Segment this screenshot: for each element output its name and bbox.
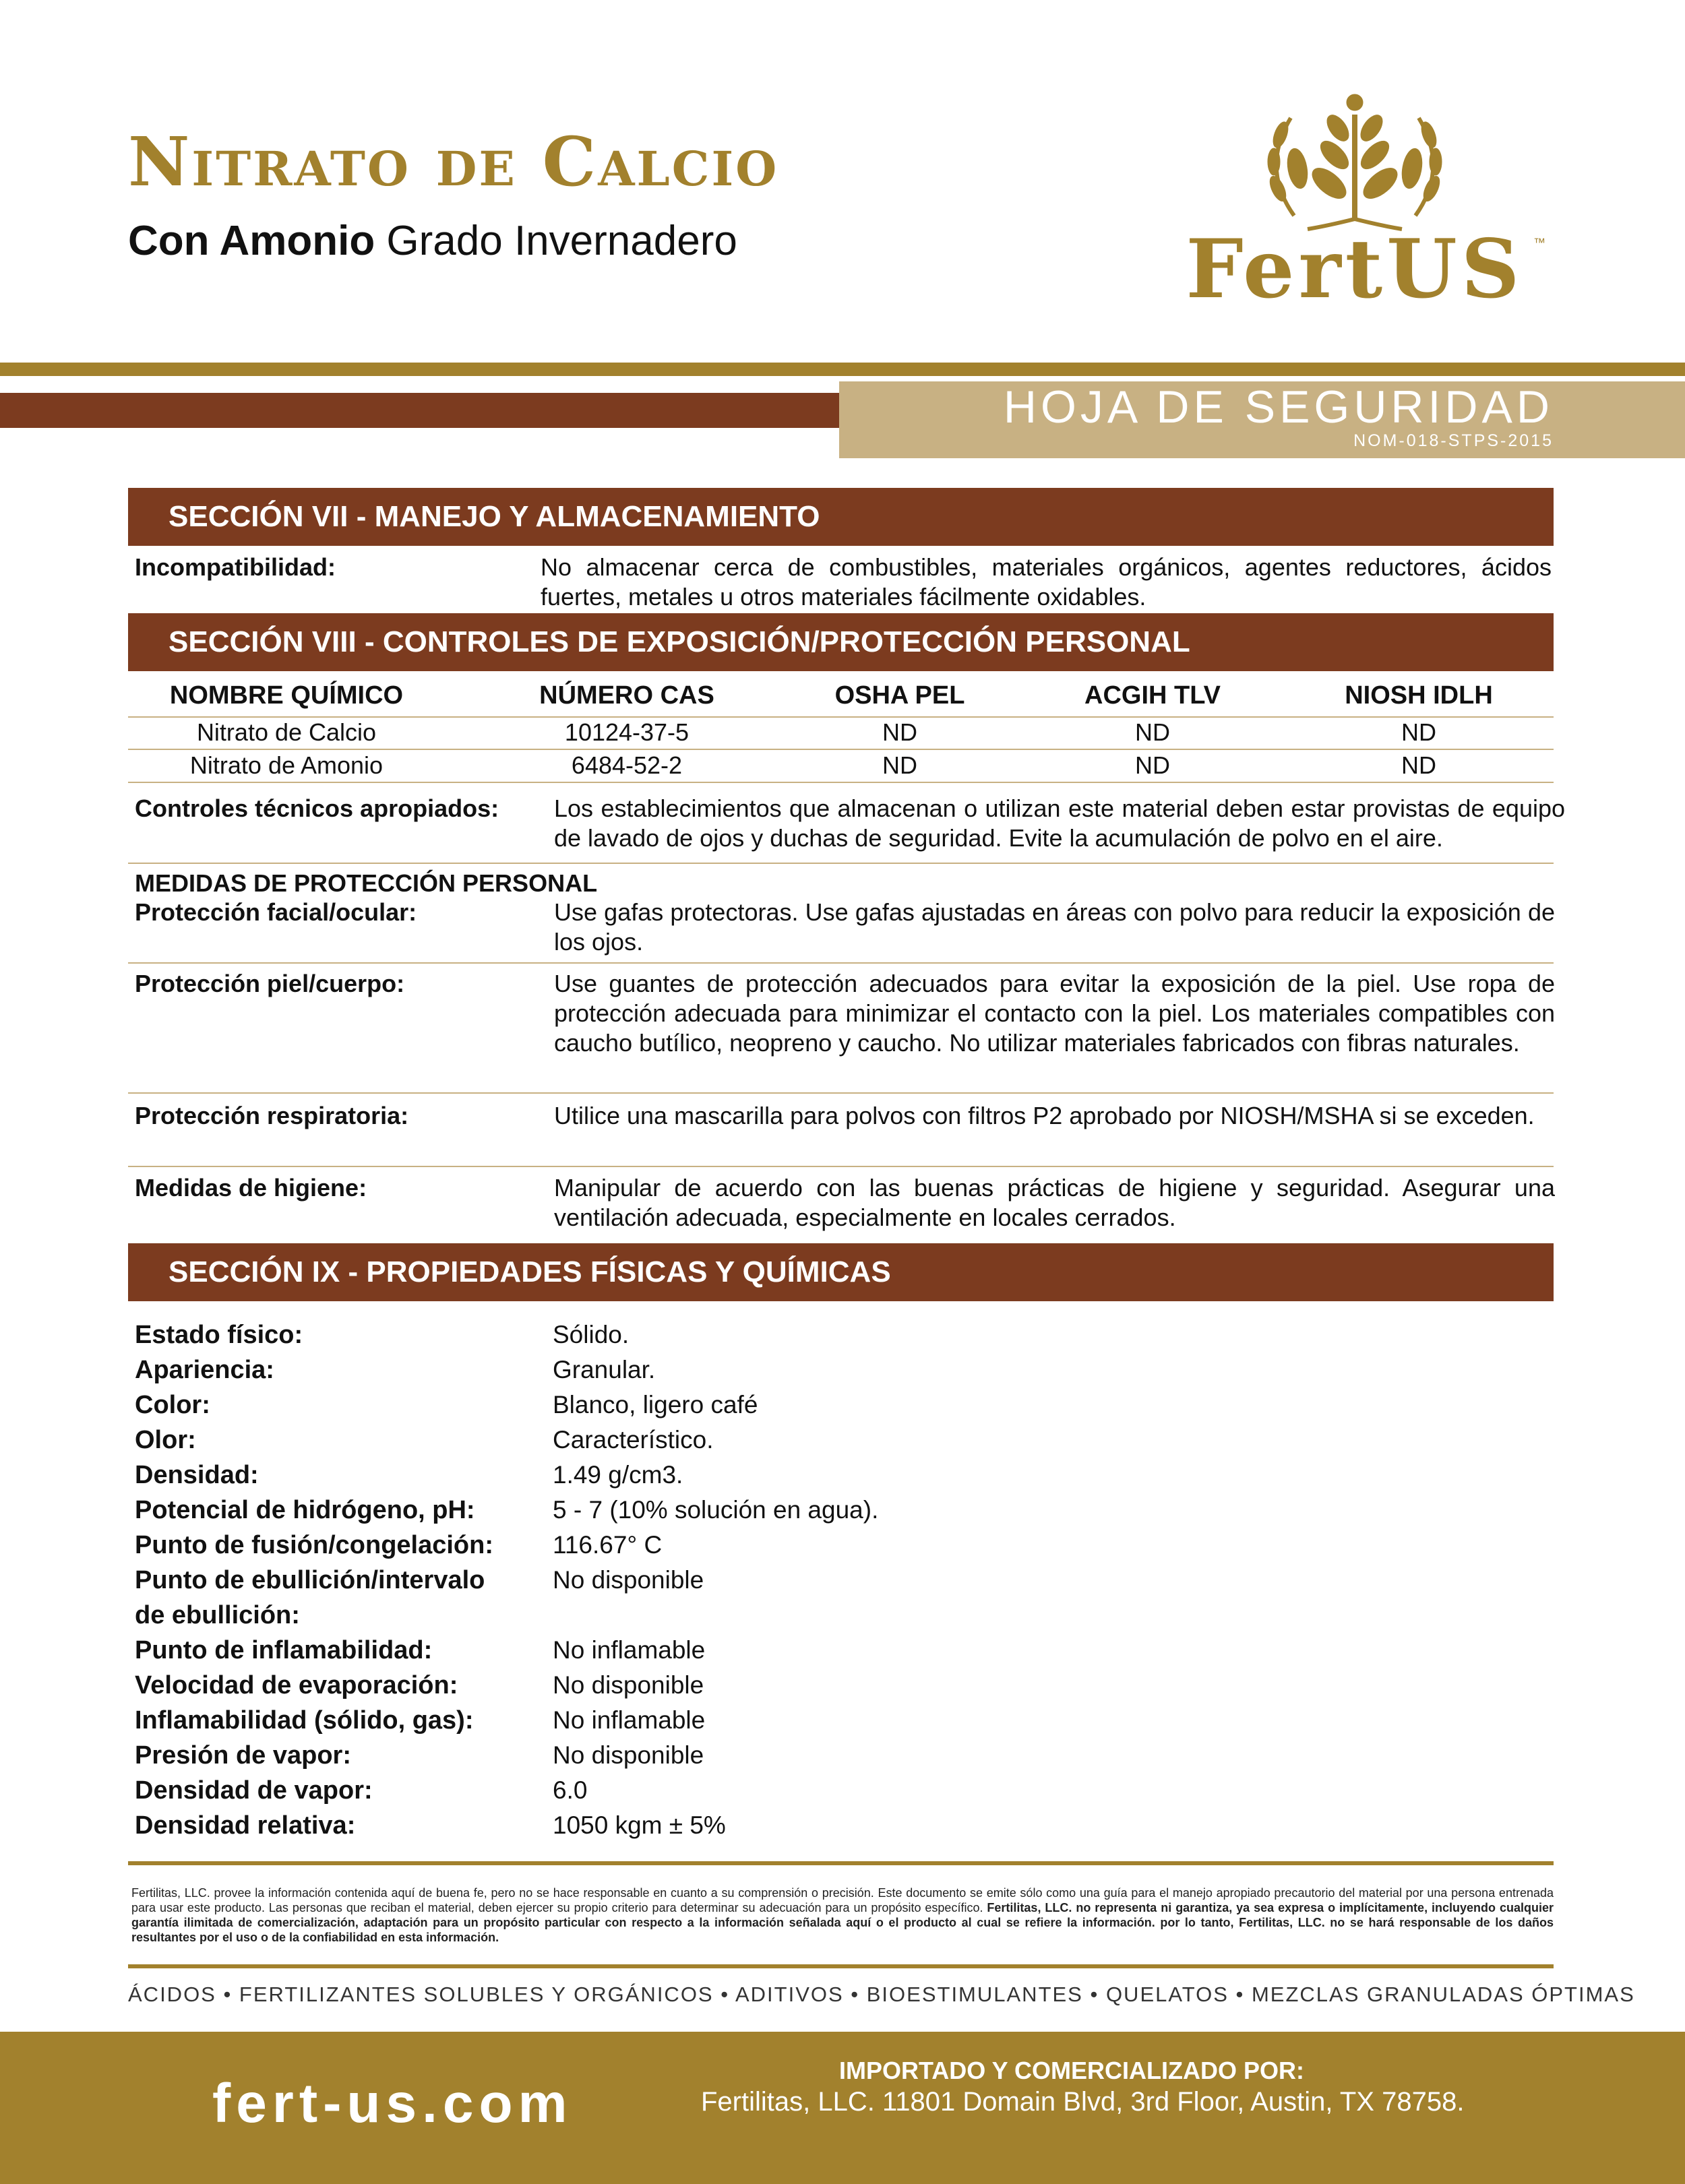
col-header-acgih: ACGIH TLV bbox=[1084, 681, 1221, 710]
ppe-label: Protección facial/ocular: bbox=[135, 898, 417, 926]
ppe-heading: MEDIDAS DE PROTECCIÓN PERSONAL bbox=[135, 869, 598, 897]
property-value: No inflamable bbox=[553, 1706, 706, 1734]
property-label: Velocidad de evaporación: bbox=[135, 1671, 458, 1699]
col-header-niosh: NIOSH IDLH bbox=[1345, 681, 1493, 710]
product-subtitle bbox=[128, 217, 737, 265]
property-label: Punto de fusión/congelación: bbox=[135, 1531, 493, 1559]
incompatibility-label: Incompatibilidad: bbox=[135, 553, 336, 581]
property-value: No disponible bbox=[553, 1671, 704, 1699]
section-divider bbox=[128, 1092, 1554, 1094]
importer-heading: IMPORTADO Y COMERCIALIZADO POR: bbox=[838, 2057, 1304, 2084]
ppe-text: Use gafas protectoras. Use gafas ajustadas en áreas con polvo para reducir la exposición de los ojos. bbox=[554, 898, 1555, 956]
property-label: Densidad relativa: bbox=[135, 1811, 356, 1840]
table-cell: ND bbox=[1401, 718, 1436, 746]
property-value: 116.67° C bbox=[553, 1531, 663, 1559]
ppe-label: Protección piel/cuerpo: bbox=[135, 970, 405, 997]
product-lines-tagline: ÁCIDOS • FERTILIZANTES SOLUBLES Y ORGÁNICOS • ADITIVOS • BIOESTIMULANTES • QUELATOS • MEZCLAS GRANULADAS ÓPTIMAS bbox=[128, 1983, 1635, 2006]
property-label: Estado físico: bbox=[135, 1321, 303, 1349]
property-value: No inflamable bbox=[553, 1636, 706, 1664]
header-gold-bar bbox=[0, 363, 1685, 376]
table-cell: ND bbox=[1401, 751, 1436, 779]
table-cell: ND bbox=[882, 718, 917, 746]
col-header-osha: OSHA PEL bbox=[834, 681, 965, 710]
importer-address: Fertilitas, LLC. 11801 Domain Blvd, 3rd Floor, Austin, TX 78758. bbox=[701, 2087, 1465, 2117]
property-label: Olor: bbox=[135, 1426, 196, 1454]
brand-name: FertUS bbox=[1186, 222, 1524, 317]
ppe-text: Manipular de acuerdo con las buenas prácticas de higiene y seguridad. Asegurar una ventilación adecuada, especialmente en locales cerrados. bbox=[554, 1174, 1555, 1231]
disclaimer bbox=[131, 1885, 1554, 1945]
property-value: Granular. bbox=[553, 1356, 656, 1383]
section-9-header: SECCIÓN IX - PROPIEDADES FÍSICAS Y QUÍMICAS bbox=[128, 1243, 1554, 1301]
col-header-chemical-name: NOMBRE QUÍMICO bbox=[169, 681, 404, 710]
product-title: Nitrato de Calcio bbox=[128, 122, 779, 201]
property-label: Apariencia: bbox=[135, 1356, 274, 1384]
ppe-text: Use guantes de protección adecuados para evitar la exposición de la piel. Use ropa de protección adecuada para minimizar el contacto con la piel. Los materiales compatibles con caucho butílico, neopreno y caucho. No utilizar materiales fabricados con fibras naturales. bbox=[554, 970, 1555, 1057]
incompatibility-text: No almacenar cerca de combustibles, materiales orgánicos, agentes reductores, ácidos fuertes, metales u otros materiales fácilmente oxidables. bbox=[541, 553, 1552, 611]
property-label: Color: bbox=[135, 1391, 210, 1419]
section-divider bbox=[128, 962, 1554, 964]
property-value: No disponible bbox=[553, 1566, 704, 1594]
table-cell: 6484-52-2 bbox=[571, 751, 683, 779]
website-link[interactable]: fert-us.com bbox=[212, 2073, 573, 2134]
ppe-label: Medidas de higiene: bbox=[135, 1174, 367, 1202]
property-value: 6.0 bbox=[553, 1776, 588, 1804]
property-value: 1.49 g/cm3. bbox=[553, 1461, 683, 1489]
disclaimer-bold: Fertilitas, LLC. no representa ni garantiza, ya sea expresa o implícitamente, incluyendo cualquier garantía ilimitada de comercialización, adaptación para un propósito particular con respecto a la información señalada aquí o el producto al cual se refiere la información. por lo tanto, Fertilitas, LLC. no se hará responsable de los daños resultantes por el uso o de la confiabilidad en esta información. bbox=[131, 1901, 1554, 1944]
table-divider bbox=[128, 782, 1554, 783]
table-cell: 10124-37-5 bbox=[564, 718, 690, 746]
property-value: Sólido. bbox=[553, 1321, 630, 1348]
property-value: 1050 kgm ± 5% bbox=[553, 1811, 726, 1839]
disclaimer-text: Fertilitas, LLC. provee la información contenida aquí de buena fe, pero no se hace responsable en cuanto a su comprensión o precisión. Este documento se emite sólo como una guía para el manejo apropiado precautorio del material por una persona entrenada para usar este producto. Las personas que reciban el material, deben ejercer su propio criterio para determinar su adecuación para un propósito específico. bbox=[131, 1886, 1554, 1914]
section-8-header: SECCIÓN VIII - CONTROLES DE EXPOSICIÓN/PROTECCIÓN PERSONAL bbox=[128, 613, 1554, 671]
engineering-controls-text: Los establecimientos que almacenan o utilizan este material deben estar provistas de equipo de lavado de ojos y duchas de seguridad. Evite la acumulación de polvo en el aire. bbox=[554, 794, 1565, 852]
engineering-controls-label: Controles técnicos apropiados: bbox=[135, 794, 499, 822]
col-header-cas: NÚMERO CAS bbox=[539, 681, 714, 710]
footer-rule-top bbox=[128, 1861, 1554, 1865]
section-7-header: SECCIÓN VII - MANEJO Y ALMACENAMIENTO bbox=[128, 488, 1554, 546]
trademark-symbol: ™ bbox=[1533, 236, 1545, 249]
section-divider bbox=[128, 1166, 1554, 1167]
table-divider bbox=[128, 749, 1554, 750]
property-label: Potencial de hidrógeno, pH: bbox=[135, 1496, 475, 1524]
property-value: Blanco, ligero café bbox=[553, 1391, 758, 1418]
ppe-text: Utilice una mascarilla para polvos con filtros P2 aprobado por NIOSH/MSHA si se exceden. bbox=[554, 1102, 1535, 1129]
table-cell: ND bbox=[882, 751, 917, 779]
property-value: 5 - 7 (10% solución en agua). bbox=[553, 1496, 879, 1524]
property-label: Presión de vapor: bbox=[135, 1741, 351, 1770]
norm-code: NOM-018-STPS-2015 bbox=[1353, 431, 1554, 450]
property-label: Densidad de vapor: bbox=[135, 1776, 373, 1805]
property-label-cont: de ebullición: bbox=[135, 1601, 300, 1629]
property-label: Inflamabilidad (sólido, gas): bbox=[135, 1706, 474, 1735]
property-value: No disponible bbox=[553, 1741, 704, 1769]
table-cell: ND bbox=[1135, 751, 1170, 779]
footer-rule-bottom bbox=[128, 1964, 1554, 1968]
table-cell: Nitrato de Calcio bbox=[196, 718, 377, 746]
ppe-label: Protección respiratoria: bbox=[135, 1102, 409, 1129]
subtitle-bold: Con Amonio bbox=[128, 218, 375, 264]
property-label: Punto de inflamabilidad: bbox=[135, 1636, 433, 1664]
header-brown-bar bbox=[0, 393, 839, 428]
table-cell: ND bbox=[1135, 718, 1170, 746]
doc-type: HOJA DE SEGURIDAD bbox=[1003, 381, 1554, 433]
table-cell: Nitrato de Amonio bbox=[189, 751, 384, 779]
section-divider bbox=[128, 863, 1554, 864]
property-value: Característico. bbox=[553, 1426, 714, 1454]
property-label: Densidad: bbox=[135, 1461, 259, 1489]
property-label: Punto de ebullición/intervalo bbox=[135, 1566, 485, 1594]
subtitle-rest: Grado Invernadero bbox=[375, 218, 737, 264]
